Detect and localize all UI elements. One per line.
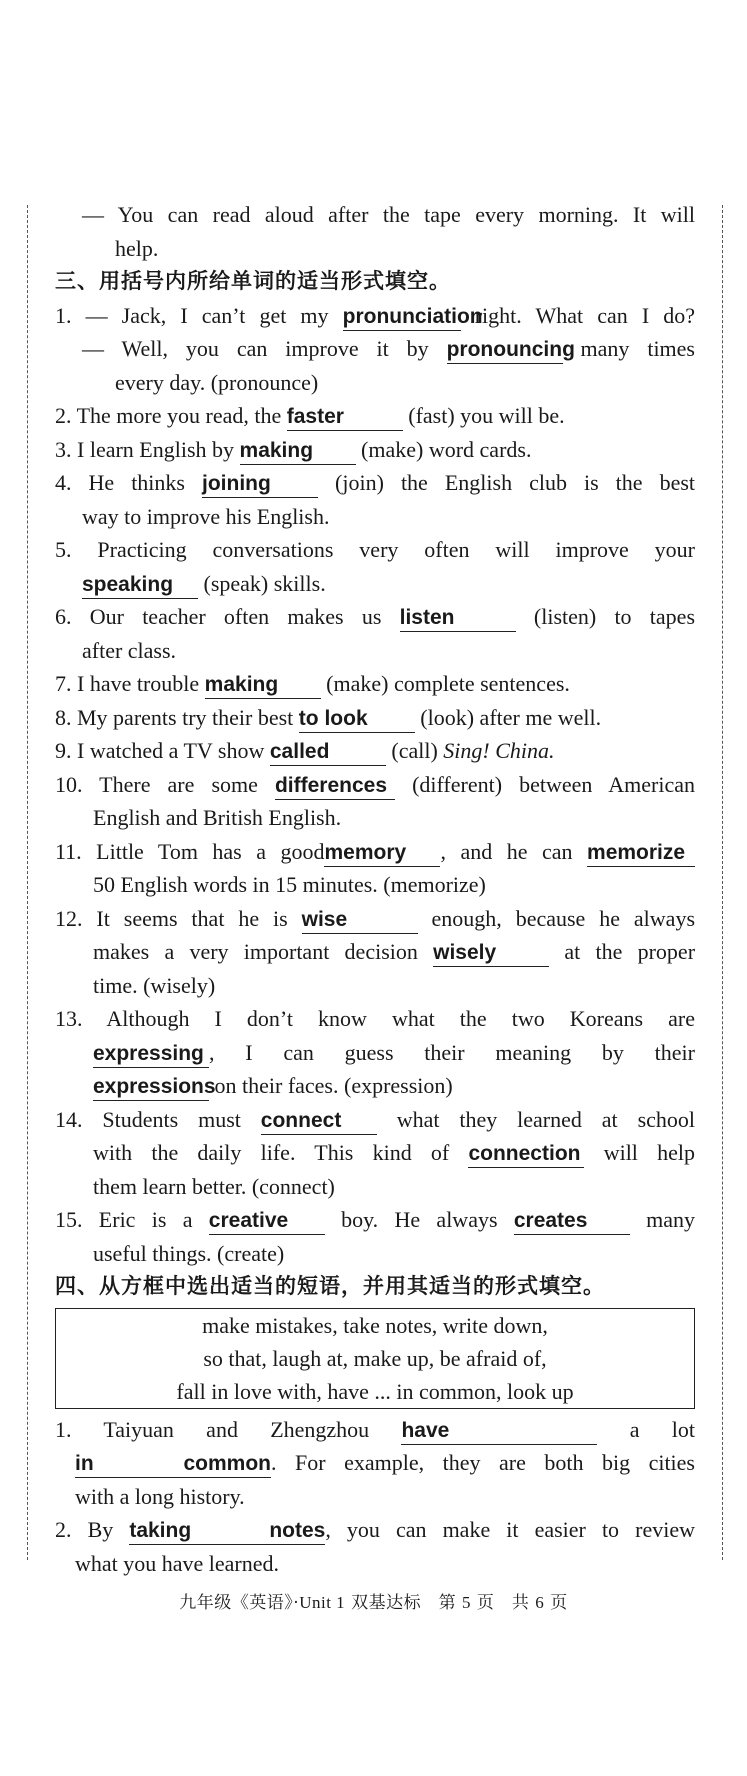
phrase-box bbox=[55, 1308, 695, 1409]
text-line: 50 English words in 15 minutes. (memorize) bbox=[93, 872, 486, 897]
answer-blank: in common bbox=[75, 1451, 271, 1478]
answer-blank: making bbox=[240, 438, 356, 465]
text-line: English and British English. bbox=[93, 805, 342, 830]
text-line: expressing , I can guess their meaning by their bbox=[55, 1036, 695, 1070]
text-line: expressions on their faces. (expression) bbox=[55, 1069, 695, 1103]
text-line: with the daily life. This kind of connection will help bbox=[55, 1136, 695, 1170]
text-line: useful things. (create) bbox=[93, 1240, 285, 1266]
page-footer: 九年级《英语》·Unit 1 双基达标 第 5 页 共 6 页 bbox=[179, 1593, 568, 1613]
phrase-box-line: so that, laugh at, make up, be afraid of, bbox=[203, 1345, 547, 1371]
answer-blank: speaking bbox=[82, 572, 198, 599]
right-cut-line bbox=[722, 205, 723, 1560]
question-9: 9. I watched a TV show called (call) Sing! China. bbox=[55, 734, 695, 768]
answer-blank: creates bbox=[514, 1208, 630, 1235]
question-4: 4. He thinks joining (join) the English club is the best bbox=[55, 466, 695, 500]
text-line: makes a very important decision wisely at the proper bbox=[55, 935, 695, 969]
question-2: 2. The more you read, the faster (fast) you will be. bbox=[55, 399, 695, 433]
question-8: 8. My parents try their best to look (look) after me well. bbox=[55, 701, 695, 735]
text-line: — Well, you can improve it by pronouncing many times bbox=[55, 332, 695, 366]
phrase-box-line: fall in love with, have ... in common, look up bbox=[176, 1378, 574, 1404]
section-4-question-1: 1. Taiyuan and Zhengzhou have a lot bbox=[55, 1413, 695, 1447]
answer-blank: connection bbox=[468, 1141, 584, 1168]
question-15: 15. Eric is a creative boy. He always creates many bbox=[55, 1203, 695, 1237]
answer-blank: creative bbox=[209, 1208, 325, 1235]
text-line: every day. (pronounce) bbox=[115, 369, 319, 395]
question-12: 12. It seems that he is wise enough, because he always bbox=[55, 902, 695, 936]
text-line: way to improve his English. bbox=[82, 503, 330, 529]
question-7: 7. I have trouble making (make) complete sentences. bbox=[55, 667, 695, 701]
answer-blank: expressing bbox=[93, 1041, 209, 1068]
answer-blank: memory bbox=[324, 840, 440, 867]
text-line: speaking (speak) skills. bbox=[55, 567, 695, 601]
answer-blank: wisely bbox=[433, 940, 549, 967]
answer-blank: differences bbox=[275, 773, 395, 800]
question-6: 6. Our teacher often makes us listen (listen) to tapes bbox=[55, 600, 695, 634]
question-11: 11. Little Tom has a goodmemory , and he can memorize bbox=[55, 835, 695, 869]
text-line: time. (wisely) bbox=[93, 972, 216, 998]
question-3: 3. I learn English by making (make) word cards. bbox=[55, 433, 695, 467]
text-line: with a long history. bbox=[75, 1483, 245, 1509]
answer-blank: memorize bbox=[587, 840, 695, 867]
question-13: 13. Although I don’t know what the two Koreans are bbox=[55, 1006, 695, 1031]
question-1: 1. — Jack, I can’t get my pronunciation right. What can I do? bbox=[55, 299, 695, 333]
question-5: 5. Practicing conversations very often will improve your bbox=[55, 537, 695, 562]
phrase-box-line: make mistakes, take notes, write down, bbox=[202, 1312, 548, 1338]
worksheet-body bbox=[55, 198, 695, 1580]
answer-blank: taking notes bbox=[129, 1518, 325, 1545]
section-4-heading: 四、从方框中选出适当的短语，并用其适当的形式填空。 bbox=[55, 1274, 605, 1298]
answer-blank: connect bbox=[261, 1108, 377, 1135]
answer-blank: pronunciation bbox=[343, 304, 461, 331]
answer-blank: called bbox=[270, 739, 386, 766]
text-line: after class. bbox=[82, 637, 177, 663]
left-cut-line bbox=[27, 205, 28, 1560]
answer-blank: faster bbox=[287, 404, 403, 431]
answer-blank: joining bbox=[202, 471, 318, 498]
text-line: help. bbox=[115, 235, 159, 261]
answer-blank: expressions bbox=[93, 1074, 209, 1101]
text-line: them learn better. (connect) bbox=[93, 1173, 335, 1199]
text-line: what you have learned. bbox=[75, 1550, 280, 1576]
question-10: 10. There are some differences (different) between American bbox=[55, 768, 695, 802]
answer-blank: have bbox=[401, 1418, 597, 1445]
section-3-heading: 三、用括号内所给单词的适当形式填空。 bbox=[55, 269, 451, 293]
answer-blank: wise bbox=[302, 907, 418, 934]
answer-blank: pronouncing bbox=[447, 337, 563, 364]
text-line: — You can read aloud after the tape every morning. It will bbox=[82, 202, 695, 227]
section-4-question-2: 2. By taking notes, you can make it easier to review bbox=[55, 1513, 695, 1547]
question-14: 14. Students must connect what they learned at school bbox=[55, 1103, 695, 1137]
text-line: in common. For example, they are both big cities bbox=[55, 1446, 695, 1480]
answer-blank: listen bbox=[400, 605, 516, 632]
answer-blank: making bbox=[205, 672, 321, 699]
answer-blank: to look bbox=[299, 706, 415, 733]
